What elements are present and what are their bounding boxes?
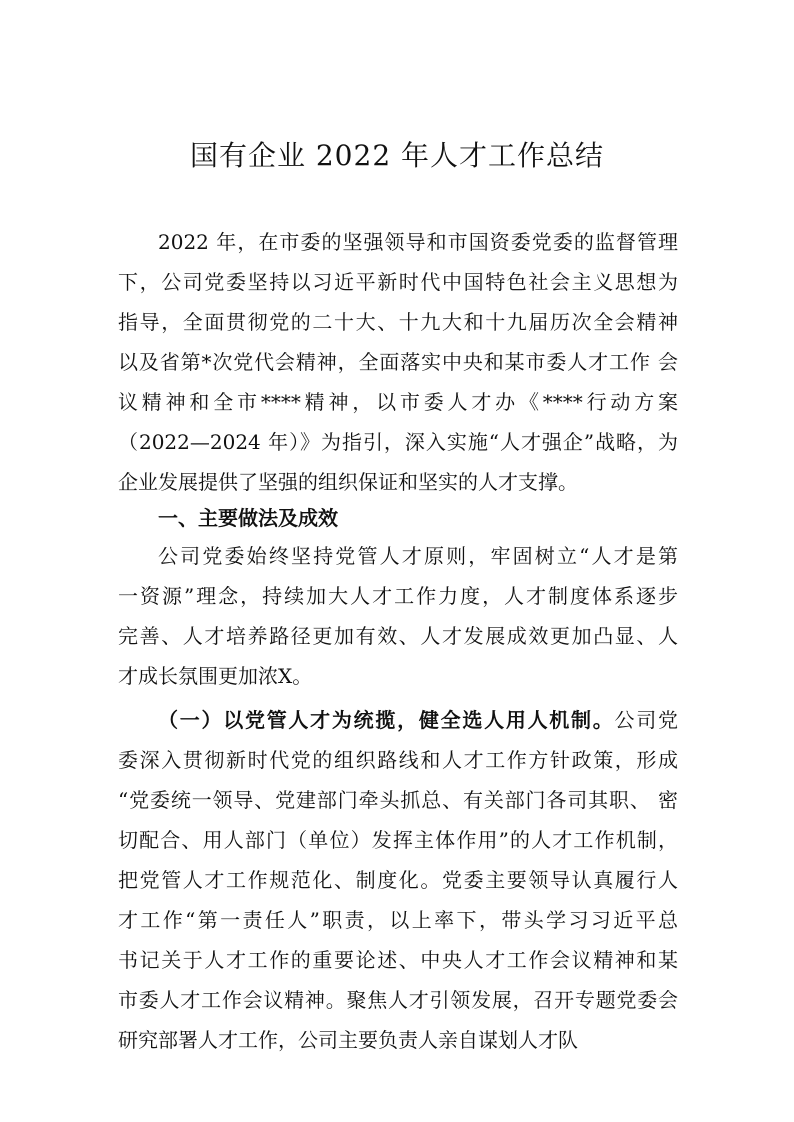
subsection-heading: （一）以党管人才为统揽，健全选人用人机制。	[158, 708, 615, 732]
subsection1-line-6: 才工作“第一责任人”职责，以上率下，带头学习习近平总	[118, 908, 678, 932]
subsection1-line-8: 市委人才工作会议精神。聚焦人才引领发展，召开专题党委会	[118, 988, 678, 1012]
section1-line-2: 一资源”理念，持续加大人才工作力度，人才制度体系逐步	[118, 584, 678, 608]
intro-line-7: 企业发展提供了坚强的组织保证和坚实的人才支撑。	[118, 470, 578, 494]
intro-line-5: 议精神和全市****精神，以市委人才办《****行动方案	[118, 390, 678, 414]
intro-line-6: （2022—2024 年）》为指引，深入实施“人才强企”战略，为	[118, 430, 678, 454]
subsection1-first-tail: 公司党	[614, 708, 678, 732]
subsection1-line-9: 研究部署人才工作，公司主要负责人亲自谋划人才队	[118, 1028, 578, 1052]
intro-line-1: 2022 年，在市委的坚强领导和市国资委党委的监督管理	[158, 230, 678, 254]
subsection1-line-2: 委深入贯彻新时代党的组织路线和人才工作方针政策，形成	[118, 748, 678, 772]
document-title: 国有企业 2022 年人才工作总结	[189, 139, 605, 172]
section-heading: 一、主要做法及成效	[158, 506, 338, 530]
section1-line-3: 完善、人才培养路径更加有效、人才发展成效更加凸显、人	[118, 624, 678, 648]
subsection1-line-5: 把党管人才工作规范化、制度化。党委主要领导认真履行人	[118, 868, 678, 892]
subsection1-line-7: 书记关于人才工作的重要论述、中央人才工作会议精神和某	[118, 948, 678, 972]
intro-line-2: 下，公司党委坚持以习近平新时代中国特色社会主义思想为	[118, 270, 678, 294]
section1-line-1: 公司党委始终坚持党管人才原则，牢固树立“人才是第	[158, 544, 678, 568]
subsection1-line-4: 切配合、用人部门（单位）发挥主体作用”的人才工作机制，	[118, 828, 678, 852]
intro-line-3: 指导，全面贯彻党的二十大、十九大和十九届历次全会精神	[118, 310, 678, 334]
section1-line-4: 才成长氛围更加浓X。	[118, 664, 313, 688]
subsection1-line-3: “党委统一领导、党建部门牵头抓总、有关部门各司其职、 密	[118, 788, 678, 812]
intro-line-4: 以及省第*次党代会精神，全面落实中央和某市委人才工作 会	[118, 350, 678, 374]
subsection1-line-1	[158, 700, 678, 740]
